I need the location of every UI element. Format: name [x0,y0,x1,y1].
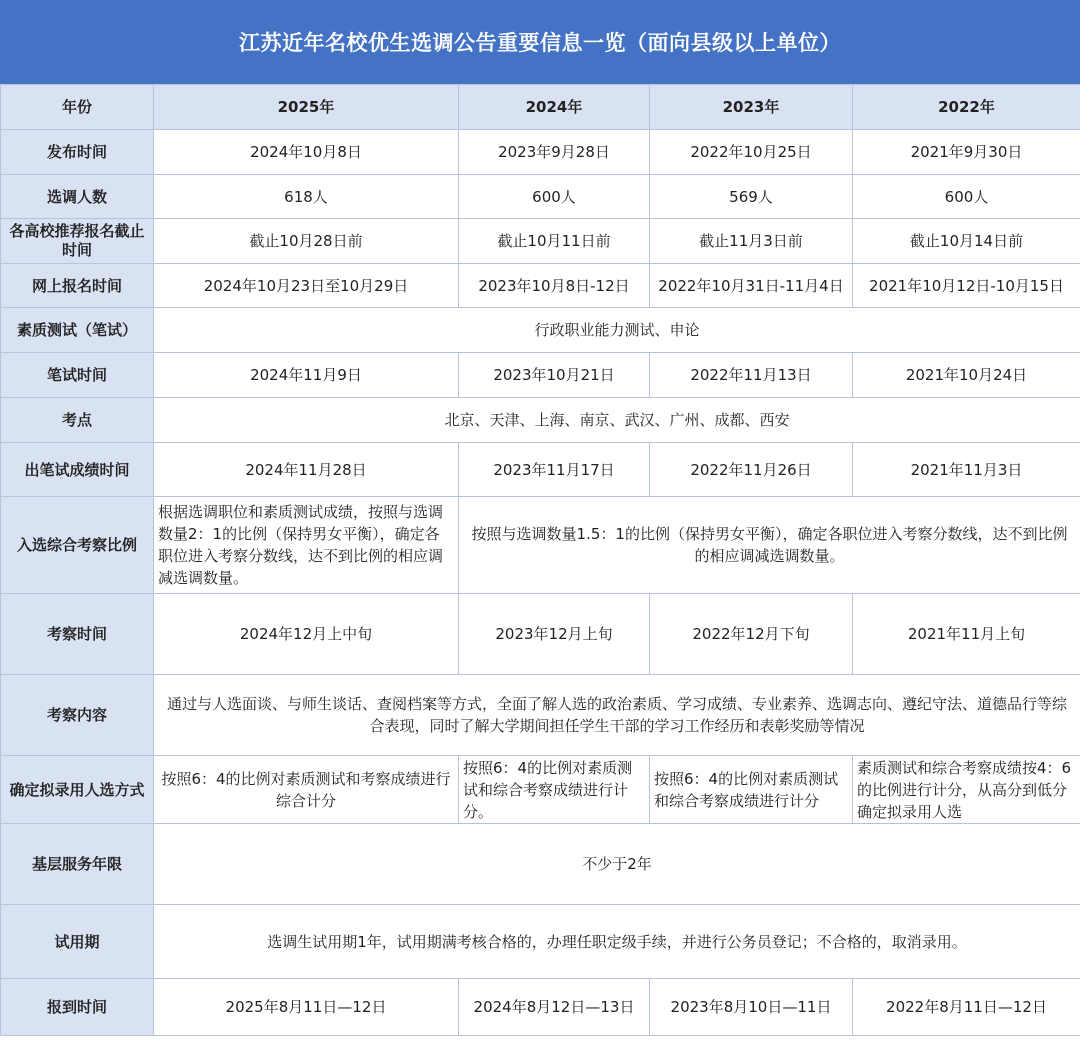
table-row [1,308,1080,353]
table-cell: 600人 [853,175,1080,219]
table-row [1,497,1080,594]
table-cell: 2023年8月10日—11日 [650,979,853,1036]
year-2022: 2022年 [853,85,1080,130]
row-label: 素质测试（笔试） [1,308,154,353]
table-cell: 2022年12月下旬 [650,594,853,675]
table-cell: 2023年12月上旬 [459,594,650,675]
table-row [1,130,1080,175]
table-row [1,756,1080,824]
table-row [1,219,1080,264]
table-row [1,443,1080,497]
table-cell: 截止11月3日前 [650,219,853,264]
table-cell: 按照与选调数量1.5：1的比例（保持男女平衡），确定各职位进入考察分数线，达不到比例的相应调减选调数量。 [459,497,1080,594]
row-label: 选调人数 [1,175,154,219]
row-label: 发布时间 [1,130,154,175]
table-cell: 2024年8月12日—13日 [459,979,650,1036]
table-row [1,905,1080,979]
table-cell: 2022年8月11日—12日 [853,979,1080,1036]
table-cell: 按照6：4的比例对素质测试和综合考察成绩进行计分。 [459,756,650,824]
table-cell: 素质测试和综合考察成绩按4：6的比例进行计分，从高分到低分确定拟录用人选 [853,756,1080,824]
info-table [0,84,1080,1036]
table-row [1,979,1080,1036]
year-2025: 2025年 [154,85,459,130]
table-cell: 2021年10月12日-10月15日 [853,264,1080,308]
table-cell: 不少于2年 [154,824,1080,905]
table-row [1,824,1080,905]
table-cell: 通过与人选面谈、与师生谈话、查阅档案等方式，全面了解人选的政治素质、学习成绩、专业素养、选调志向、遵纪守法、道德品行等综合表现，同时了解大学期间担任学生干部的学习工作经历和表彰奖励等情况 [154,675,1080,756]
row-label: 年份 [1,85,154,130]
table-cell: 2024年10月8日 [154,130,459,175]
table-cell: 按照6：4的比例对素质测试和综合考察成绩进行计分 [650,756,853,824]
table-cell: 600人 [459,175,650,219]
table-cell: 618人 [154,175,459,219]
table-row [1,675,1080,756]
table-cell: 2021年10月24日 [853,353,1080,398]
table-cell: 2024年10月23日至10月29日 [154,264,459,308]
table-cell: 截止10月14日前 [853,219,1080,264]
table-cell: 截止10月28日前 [154,219,459,264]
table-row [1,594,1080,675]
table-row [1,175,1080,219]
row-label: 各高校推荐报名截止时间 [1,219,154,264]
table-cell: 569人 [650,175,853,219]
row-label: 基层服务年限 [1,824,154,905]
table-cell: 2024年12月上中旬 [154,594,459,675]
table-cell: 根据选调职位和素质测试成绩，按照与选调数量2：1的比例（保持男女平衡），确定各职位进入考察分数线，达不到比例的相应调减选调数量。 [154,497,459,594]
page-title: 江苏近年名校优生选调公告重要信息一览（面向县级以上单位） [0,0,1080,84]
table-cell: 2022年10月25日 [650,130,853,175]
table-cell: 2025年8月11日—12日 [154,979,459,1036]
table-cell: 2022年11月26日 [650,443,853,497]
table-cell: 2021年11月上旬 [853,594,1080,675]
row-label: 考点 [1,398,154,443]
table-cell: 2021年11月3日 [853,443,1080,497]
year-2023: 2023年 [650,85,853,130]
table-cell: 2021年9月30日 [853,130,1080,175]
table-cell: 按照6：4的比例对素质测试和考察成绩进行综合计分 [154,756,459,824]
table-cell: 2023年10月21日 [459,353,650,398]
table-row [1,398,1080,443]
table-cell: 2024年11月9日 [154,353,459,398]
row-label: 出笔试成绩时间 [1,443,154,497]
row-label: 考察时间 [1,594,154,675]
table-row-header [1,85,1080,130]
row-label: 网上报名时间 [1,264,154,308]
row-label: 报到时间 [1,979,154,1036]
table-cell: 2022年10月31日-11月4日 [650,264,853,308]
table-cell: 2023年9月28日 [459,130,650,175]
row-label: 考察内容 [1,675,154,756]
table-row [1,264,1080,308]
table-cell: 2022年11月13日 [650,353,853,398]
row-label: 笔试时间 [1,353,154,398]
table-cell: 行政职业能力测试、申论 [154,308,1080,353]
table-cell: 2024年11月28日 [154,443,459,497]
table-cell: 选调生试用期1年，试用期满考核合格的，办理任职定级手续，并进行公务员登记；不合格的，取消录用。 [154,905,1080,979]
table-cell: 2023年10月8日-12日 [459,264,650,308]
table-row [1,353,1080,398]
table-cell: 截止10月11日前 [459,219,650,264]
table-cell: 2023年11月17日 [459,443,650,497]
row-label: 入选综合考察比例 [1,497,154,594]
year-2024: 2024年 [459,85,650,130]
row-label: 试用期 [1,905,154,979]
table-cell: 北京、天津、上海、南京、武汉、广州、成都、西安 [154,398,1080,443]
row-label: 确定拟录用人选方式 [1,756,154,824]
